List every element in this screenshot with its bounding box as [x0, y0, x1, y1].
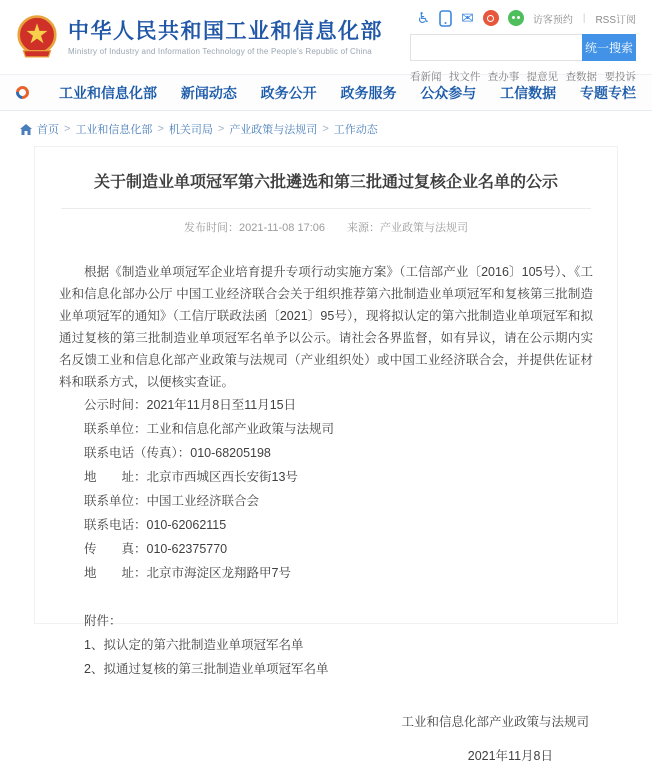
nav-item-gov-services[interactable]: 政务服务	[340, 84, 397, 101]
publish-time-value: 2021-11-08 17:06	[238, 222, 326, 234]
breadcrumb-work-updates[interactable]: 工作动态	[333, 124, 378, 136]
accessibility-icon[interactable]: ♿	[416, 9, 431, 27]
tag-news[interactable]: 看新闻	[410, 71, 442, 83]
article-title: 关于制造业单项冠军第六批遴选和第三批通过复核企业名单的公示	[93, 174, 558, 191]
nav-item-news[interactable]: 新闻动态	[180, 84, 237, 101]
nav-item-special-columns[interactable]: 专题专栏	[579, 84, 636, 101]
info-line-contact-unit-1: 联系单位：工业和信息化部产业政策与法规司	[84, 422, 335, 436]
brand-text	[68, 19, 383, 56]
info-line-address-2: 地 址：北京市海淀区龙翔路甲7号	[84, 566, 291, 580]
nav-item-public-participation[interactable]: 公众参与	[420, 84, 477, 101]
info-line-address-1: 地 址：北京市西城区西长安街13号	[84, 470, 298, 484]
nav-items	[59, 83, 636, 103]
wechat-icon[interactable]	[508, 10, 524, 26]
tag-services[interactable]: 查办事	[487, 71, 520, 83]
site-header	[0, 0, 652, 83]
search-input[interactable]	[410, 34, 582, 61]
info-line-contact-unit-2: 联系单位：中国工业经济联合会	[84, 494, 260, 508]
mobile-icon[interactable]	[439, 10, 452, 27]
article-paragraph: 根据《制造业单项冠军企业培育提升专项行动实施方案》（工信部产业〔2016〕105号）、《工业和信息化部办公厅 中国工业经济联合会关于组织推荐第六批制造业单项冠军和复核第三批制造业单项冠军的通知》（工信厅联政法函〔2021〕95号），现将拟认定的第六批制造业单项冠军和拟通过复核的第三批制造业单项冠军名单予以公示。请社会各界监督，如有异议，请在公示期内实名反馈工业和信息化部产业政策与法规司（产业组织处）或中国工业经济联合会，并提供佐证材料和联系方式，以便核实查证。	[59, 265, 593, 389]
article-body	[59, 261, 593, 767]
attachments-heading: 附件：	[84, 614, 122, 628]
header-right	[410, 9, 636, 84]
tag-files[interactable]: 找文件	[448, 71, 481, 83]
title-divider	[61, 208, 591, 209]
breadcrumb	[0, 111, 652, 144]
signature-block	[59, 711, 593, 767]
breadcrumb-separator: >	[157, 123, 164, 135]
rss-subscribe-link[interactable]: RSS订阅	[595, 14, 636, 26]
breadcrumb-separator: >	[322, 123, 329, 135]
info-line-phone-2: 联系电话：010-62062115	[84, 518, 227, 532]
breadcrumb-home[interactable]: 首页	[37, 124, 59, 136]
breadcrumb-policy-dept[interactable]: 产业政策与法规司	[229, 124, 318, 136]
tag-suggestions[interactable]: 提意见	[526, 71, 559, 83]
tag-complaints[interactable]: 要投诉	[604, 71, 636, 83]
visitor-appointment-link[interactable]: 访客预约	[532, 14, 573, 26]
info-line-public-period: 公示时间：2021年11月8日至11月15日	[84, 398, 297, 412]
nav-item-industry-data[interactable]: 工信数据	[500, 84, 557, 101]
attachments-block	[59, 609, 593, 681]
article-container	[34, 146, 618, 763]
source-value: 产业政策与法规司	[380, 222, 469, 234]
breadcrumb-separator: >	[64, 123, 71, 135]
attachment-item-2[interactable]: 2、拟通过复核的第三批制造业单项冠军名单	[84, 662, 329, 676]
miit-swirl-icon	[13, 83, 31, 101]
tag-data[interactable]: 查数据	[565, 71, 598, 83]
home-icon	[20, 124, 32, 135]
search-button[interactable]: 统一搜索	[582, 34, 636, 61]
signature-date: 2021年11月8日	[467, 749, 553, 763]
breadcrumb-separator: >	[217, 123, 225, 135]
breadcrumb-departments[interactable]: 机关司局	[168, 124, 213, 136]
search-quick-tags	[410, 69, 636, 84]
info-line-fax-2: 传 真：010-62375770	[84, 542, 228, 556]
nav-item-gov-disclosure[interactable]: 政务公开	[260, 84, 317, 101]
nav-item-ministry[interactable]: 工业和信息化部	[59, 84, 157, 101]
publish-time-label: 发布时间：	[183, 222, 239, 234]
header-top-links	[410, 9, 636, 27]
attachment-item-1[interactable]: 1、拟认定的第六批制造业单项冠军名单	[84, 638, 304, 652]
site-subtitle: Ministry of Industry and Information Technology of the People's Republic of China	[68, 46, 372, 56]
top-links-divider: |	[582, 12, 586, 24]
signature-org: 工业和信息化部产业政策与法规司	[401, 715, 589, 729]
site-title: 中华人民共和国工业和信息化部	[68, 19, 383, 43]
search-bar	[410, 34, 636, 61]
info-line-phone-fax-1: 联系电话（传真）：010-68205198	[84, 446, 271, 460]
national-emblem-icon	[16, 14, 58, 60]
weibo-icon[interactable]	[483, 10, 499, 26]
mail-icon[interactable]: ✉	[461, 9, 474, 27]
source-label: 来源：	[347, 222, 381, 234]
breadcrumb-ministry[interactable]: 工业和信息化部	[75, 124, 153, 136]
article-meta	[59, 219, 593, 235]
